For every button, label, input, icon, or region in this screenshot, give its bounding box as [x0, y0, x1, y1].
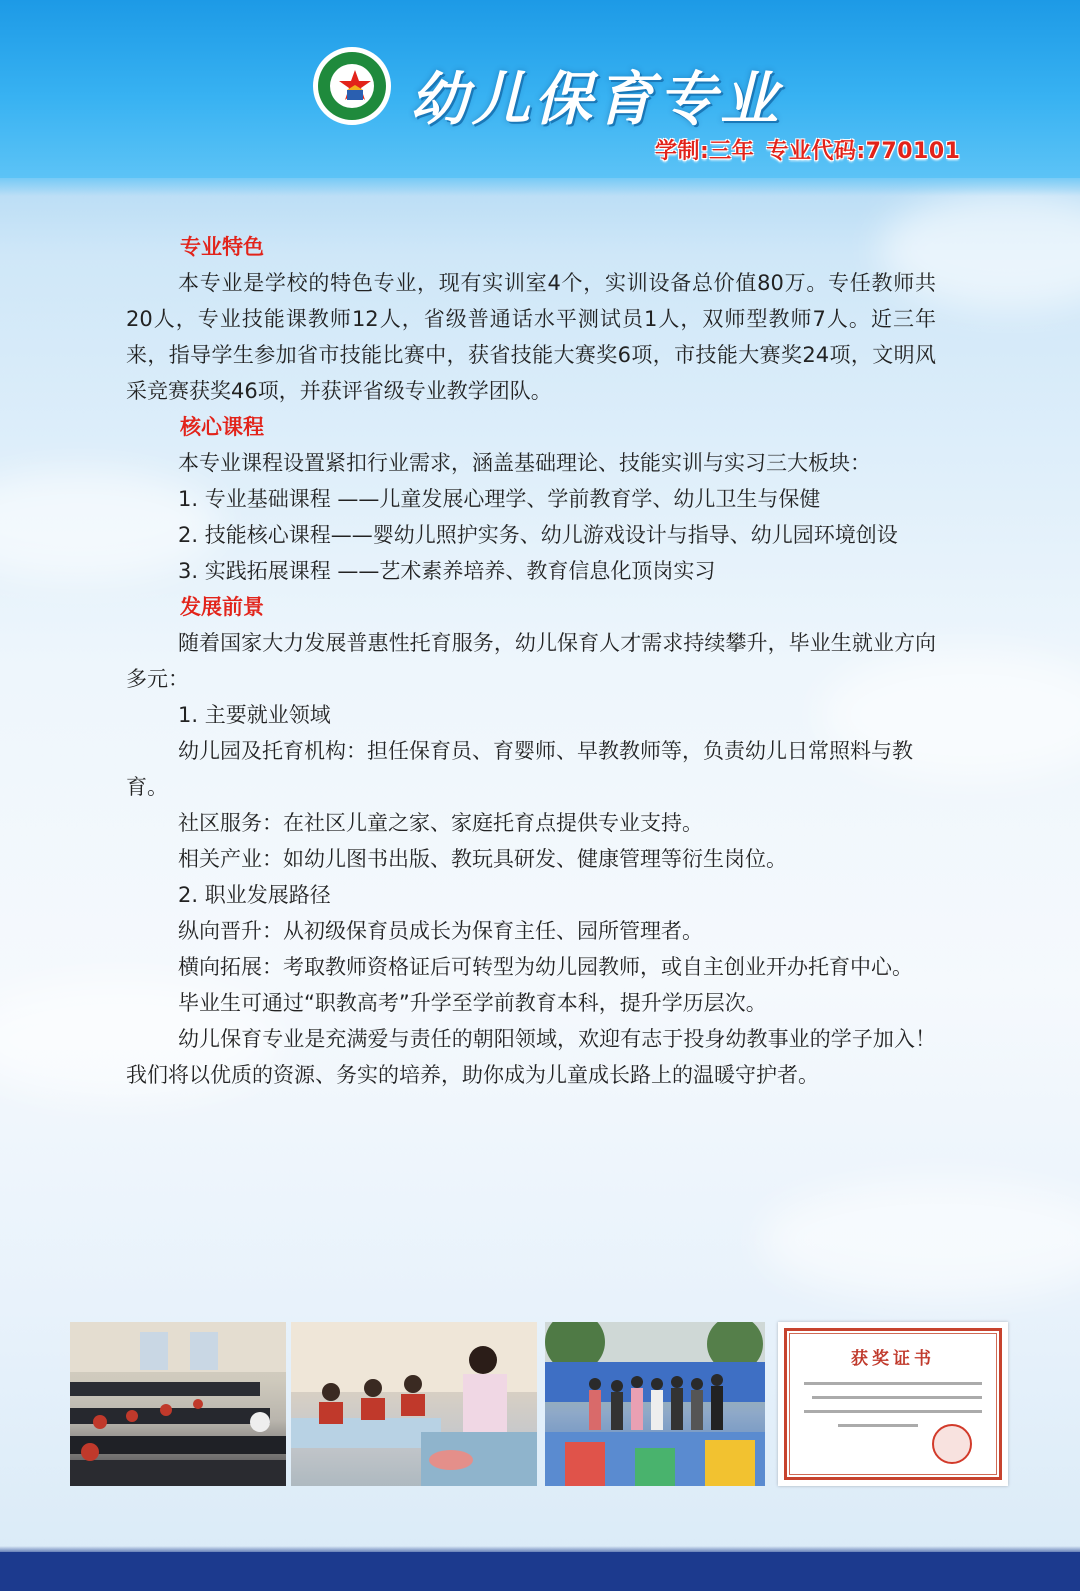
- course-item: 2. 技能核心课程——婴幼儿照护实务、幼儿游戏设计与指导、幼儿园环境创设: [178, 523, 898, 547]
- school-emblem-icon: [334, 66, 376, 108]
- prospects-intro: 随着国家大力发展普惠性托育服务，幼儿保育人才需求持续攀升，毕业生就业方向多元：: [126, 631, 936, 691]
- course-item: 1. 专业基础课程 ——儿童发展心理学、学前教育学、幼儿卫生与保健: [178, 487, 821, 511]
- employment-item: 幼儿园及托育机构：担任保育员、育婴师、早教教师等，负责幼儿日常照料与教育。: [126, 739, 913, 799]
- courses-intro: 本专业课程设置紧扣行业需求，涵盖基础理论、技能实训与实习三大板块：: [178, 451, 871, 475]
- photo-computer-classroom: [70, 1322, 286, 1486]
- employment-item: 相关产业：如幼儿图书出版、教玩具研发、健康管理等衍生岗位。: [178, 847, 787, 871]
- employment-subtitle: 1. 主要就业领域: [178, 703, 331, 727]
- main-content: [126, 229, 936, 1093]
- footer-bar: [0, 1552, 1080, 1591]
- section-heading-prospects: 发展前景: [180, 595, 264, 619]
- career-item: 横向拓展：考取教师资格证后可转型为幼儿园教师，或自主创业开办托育中心。: [178, 955, 913, 979]
- section-heading-courses: 核心课程: [180, 415, 264, 439]
- poster-header: [0, 0, 1080, 178]
- closing-paragraph: 幼儿保育专业是充满爱与责任的朝阳领域，欢迎有志于投身幼教事业的学子加入！我们将以优质的资源、务实的培养，助你成为儿童成长路上的温暖守护者。: [126, 1027, 936, 1087]
- major-code-label: 专业代码:770101: [766, 139, 961, 164]
- employment-item: 社区服务：在社区儿童之家、家庭托育点提供专业支持。: [178, 811, 703, 835]
- photo-group-playground: [545, 1322, 765, 1486]
- award-certificate: [778, 1322, 1008, 1486]
- section-heading-features: 专业特色: [180, 235, 264, 259]
- certificate-title: 获奖证书: [851, 1349, 935, 1369]
- duration-label: 学制:三年: [655, 139, 755, 164]
- closing-paragraph: 毕业生可通过“职教高考”升学至学前教育本科，提升学历层次。: [178, 991, 767, 1015]
- features-paragraph: 本专业是学校的特色专业，现有实训室4个，实训设备总价值80万。专任教师共20人，专业技能课教师12人，省级普通话水平测试员1人，双师型教师7人。近三年来，指导学生参加省市技能比赛中，获省技能大赛奖6项，市技能大赛奖24项，文明风采竞赛获奖46项，并获评省级专业教学团队。: [126, 271, 936, 403]
- course-item: 3. 实践拓展课程 ——艺术素养培养、教育信息化顶岗实习: [178, 559, 716, 583]
- page-title: 幼儿保育专业: [410, 65, 783, 133]
- program-info: [655, 134, 972, 165]
- career-subtitle: 2. 职业发展路径: [178, 883, 331, 907]
- career-item: 纵向晋升：从初级保育员成长为保育主任、园所管理者。: [178, 919, 703, 943]
- cloud-decoration: [760, 1180, 1080, 1300]
- school-logo: [313, 47, 391, 125]
- seal-icon: [932, 1424, 972, 1464]
- photo-childcare-practice: [291, 1322, 537, 1486]
